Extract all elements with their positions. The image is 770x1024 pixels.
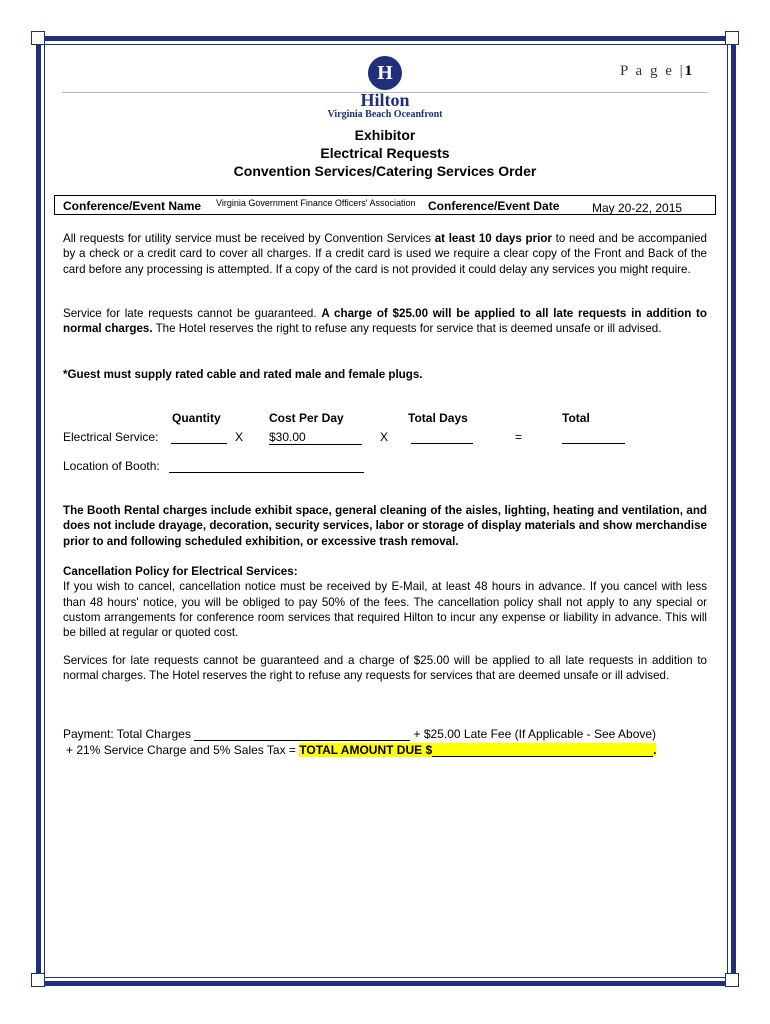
event-date-field[interactable]: May 20-22, 2015 [592, 201, 683, 215]
total-due-line [66, 743, 656, 757]
column-header-quantity: Quantity [172, 411, 221, 425]
column-header-cost-per-day: Cost Per Day [269, 411, 344, 425]
total-days-field[interactable] [411, 430, 473, 444]
total-charges-field[interactable] [194, 728, 410, 741]
page-number-value: 1 [684, 63, 693, 79]
hilton-logo-icon: H [368, 56, 402, 90]
multiply-sign: X [235, 430, 244, 444]
page-label: P a g e | [620, 63, 685, 79]
total-field[interactable] [562, 430, 625, 444]
payment-line [63, 727, 656, 741]
corner-ornament [725, 973, 739, 987]
title-exhibitor: Exhibitor [354, 127, 416, 143]
equals-sign: = [515, 430, 523, 444]
late-text-1: Service for late requests cannot be guaranteed. [63, 307, 322, 320]
column-header-total: Total [562, 411, 590, 425]
total-amount-due-highlight [299, 743, 656, 757]
multiply-sign: X [380, 430, 389, 444]
page-number [620, 63, 692, 80]
logo-location: Virginia Beach Oceanfront [327, 109, 443, 120]
payment-label: Payment: Total Charges [63, 727, 191, 741]
requests-text-bold: at least 10 days prior [434, 232, 552, 245]
service-tax-text: + 21% Service Charge and 5% Sales Tax = [66, 743, 300, 757]
total-amount-due-field[interactable] [432, 744, 653, 757]
event-name-label: Conference/Event Name [63, 199, 202, 213]
cancellation-heading: Cancellation Policy for Electrical Services: [63, 565, 298, 578]
total-due-end: . [653, 743, 657, 757]
guest-supply-note: *Guest must supply rated cable and rated male and female plugs. [63, 368, 423, 381]
title-order-form: Convention Services/Catering Services Order [233, 163, 537, 179]
title-electrical-requests: Electrical Requests [320, 145, 450, 161]
requests-text-1: All requests for utility service must be received by Convention Services [63, 232, 435, 245]
corner-ornament [31, 31, 45, 45]
late-text-bold: A charge of $25.00 will be applied to all late requests in addition to normal charges. [63, 307, 707, 336]
total-due-label: TOTAL AMOUNT DUE $ [299, 743, 433, 757]
event-info-box [54, 195, 716, 215]
late-text-2: The Hotel reserves the right to refuse any requests for service that is deemed unsafe or ill advised. [152, 322, 662, 336]
cancellation-policy [63, 564, 707, 640]
logo-brand-name: Hilton [360, 90, 410, 110]
event-date-label: Conference/Event Date [428, 199, 560, 213]
corner-ornament [31, 973, 45, 987]
cost-per-day-value: $30.00 [269, 430, 362, 445]
late-fee-text: + $25.00 Late Fee (If Applicable - See Above) [410, 727, 657, 741]
column-header-total-days: Total Days [408, 411, 468, 425]
cancellation-body: If you wish to cancel, cancellation notice must be received by E-Mail, at least 48 hours in advance. If you cancel with less than 48 hours' notice, you will be obliged to pay 50% of the fees. The cancellation policy shall not apply to any special or custom arrangements for conference room services that required Hilton to incur any expense or liability in advance. This will be billed at regular or quoted cost. [63, 580, 707, 640]
late-requests-paragraph [63, 306, 707, 337]
hilton-logo [300, 56, 470, 121]
requests-text-2: to need and be accompanied by a check or a credit card to cover all charges. If a credit card is used we require a clear copy of the Front and Back of the card before any processing is attempted. If a copy of the card is not provided it could delay any services you might require. [63, 232, 707, 276]
booth-rental-paragraph: The Booth Rental charges include exhibit space, general cleaning of the aisles, lighting, heating and ventilation, and does not include drayage, decoration, security services, labor or storage of display materials and show merchandise prior to and following scheduled exhibition, or excessive trash removal. [63, 504, 707, 548]
corner-ornament [725, 31, 739, 45]
header-divider [62, 92, 708, 93]
booth-location-field[interactable] [169, 459, 364, 473]
requests-policy-paragraph [63, 231, 707, 277]
event-name-field[interactable]: Virginia Government Finance Officers' Association [216, 198, 416, 208]
electrical-service-label: Electrical Service: [63, 430, 159, 444]
booth-location-label: Location of Booth: [63, 459, 160, 473]
late-services-paragraph: Services for late requests cannot be guaranteed and a charge of $25.00 will be applied to all late requests in addition to normal charges. The Hotel reserves the right to refuse any requests for services that are deemed unsafe or ill advised. [63, 654, 707, 683]
quantity-field[interactable] [171, 430, 227, 444]
